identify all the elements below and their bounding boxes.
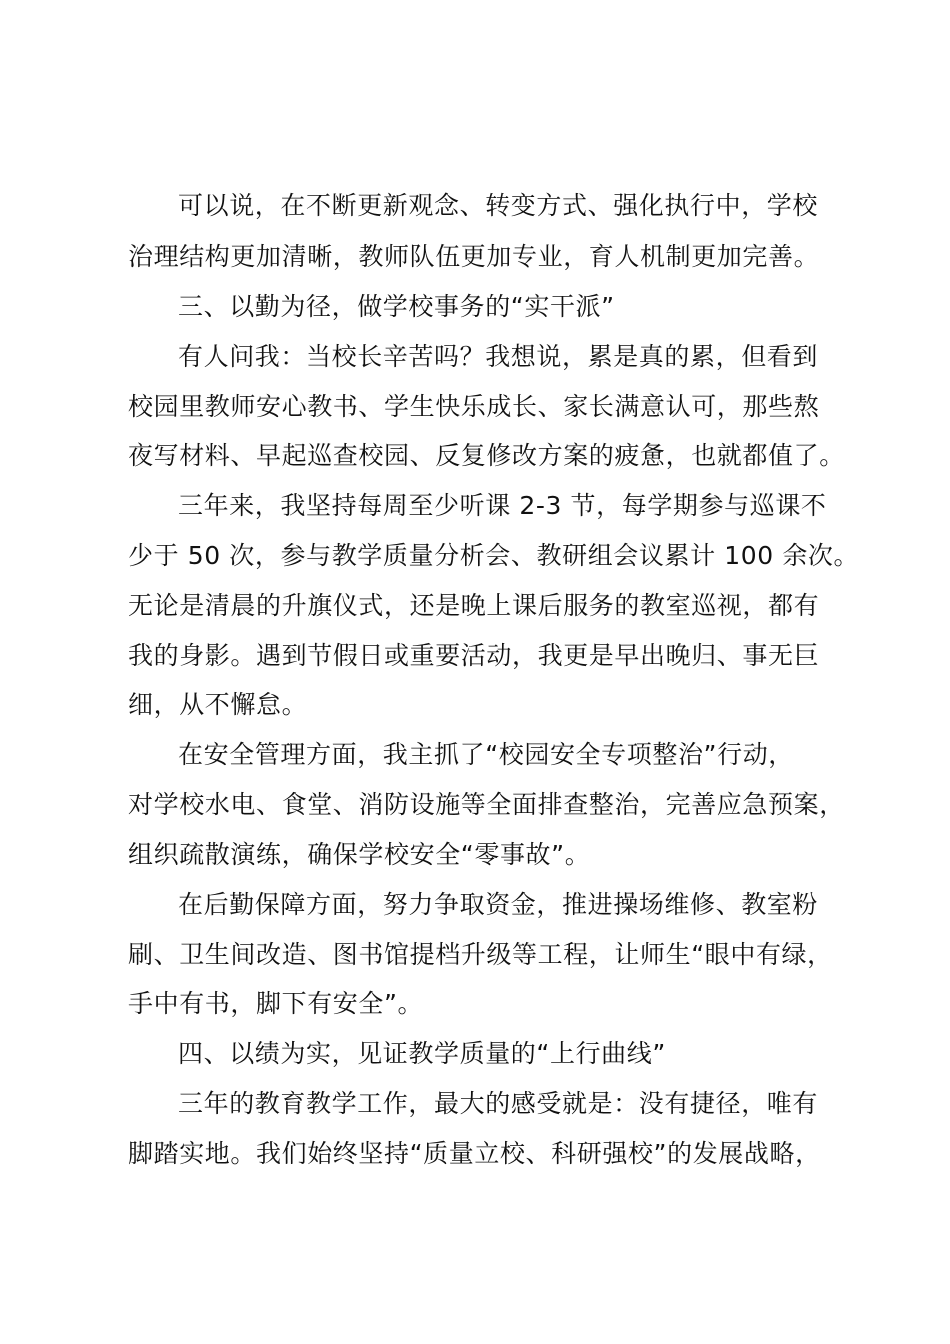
paragraph-line: 可以说，在不断更新观念、转变方式、强化执行中，学校 (178, 191, 819, 220)
paragraph-line: 刷、卫生间改造、图书馆提档升级等工程，让师生“眼中有绿， (128, 940, 833, 969)
paragraph-line: 治理结构更加清晰，教师队伍更加专业，育人机制更加完善。 (128, 242, 820, 271)
paragraph-line: 在后勤保障方面，努力争取资金，推进操场维修、教室粉 (178, 890, 819, 919)
paragraph-line: 我的身影。遇到节假日或重要活动，我更是早出晚归、事无巨 (128, 641, 820, 670)
section-heading: 四、以绩为实，见证教学质量的“上行曲线” (178, 1039, 666, 1068)
paragraph-line: 脚踏实地。我们始终坚持“质量立校、科研强校”的发展战略， (128, 1139, 821, 1168)
section-heading: 三、以勤为径，做学校事务的“实干派” (178, 292, 615, 321)
paragraph-line: 三年的教育教学工作，最大的感受就是：没有捷径，唯有 (178, 1089, 819, 1118)
paragraph-line: 少于 50 次，参与教学质量分析会、教研组会议累计 100 余次。 (128, 541, 860, 570)
paragraph-line: 细，从不懈怠。 (128, 690, 308, 719)
paragraph-line: 夜写材料、早起巡查校园、反复修改方案的疲惫，也就都值了。 (128, 441, 845, 470)
paragraph-line: 校园里教师安心教书、学生快乐成长、家长满意认可，那些熬 (128, 392, 820, 421)
paragraph-line: 手中有书，脚下有安全”。 (128, 989, 424, 1018)
paragraph-line: 组织疏散演练，确保学校安全“零事故”。 (128, 840, 591, 869)
paragraph-line: 对学校水电、食堂、消防设施等全面排查整治，完善应急预案， (128, 790, 845, 819)
paragraph-line: 有人问我：当校长辛苦吗？我想说，累是真的累，但看到 (178, 342, 819, 371)
paragraph-line: 无论是清晨的升旗仪式，还是晚上课后服务的教室巡视，都有 (128, 591, 820, 620)
paragraph-line: 三年来，我坚持每周至少听课 2-3 节，每学期参与巡课不 (178, 491, 827, 520)
paragraph-line: 在安全管理方面，我主抓了“校园安全专项整治”行动， (178, 740, 794, 769)
